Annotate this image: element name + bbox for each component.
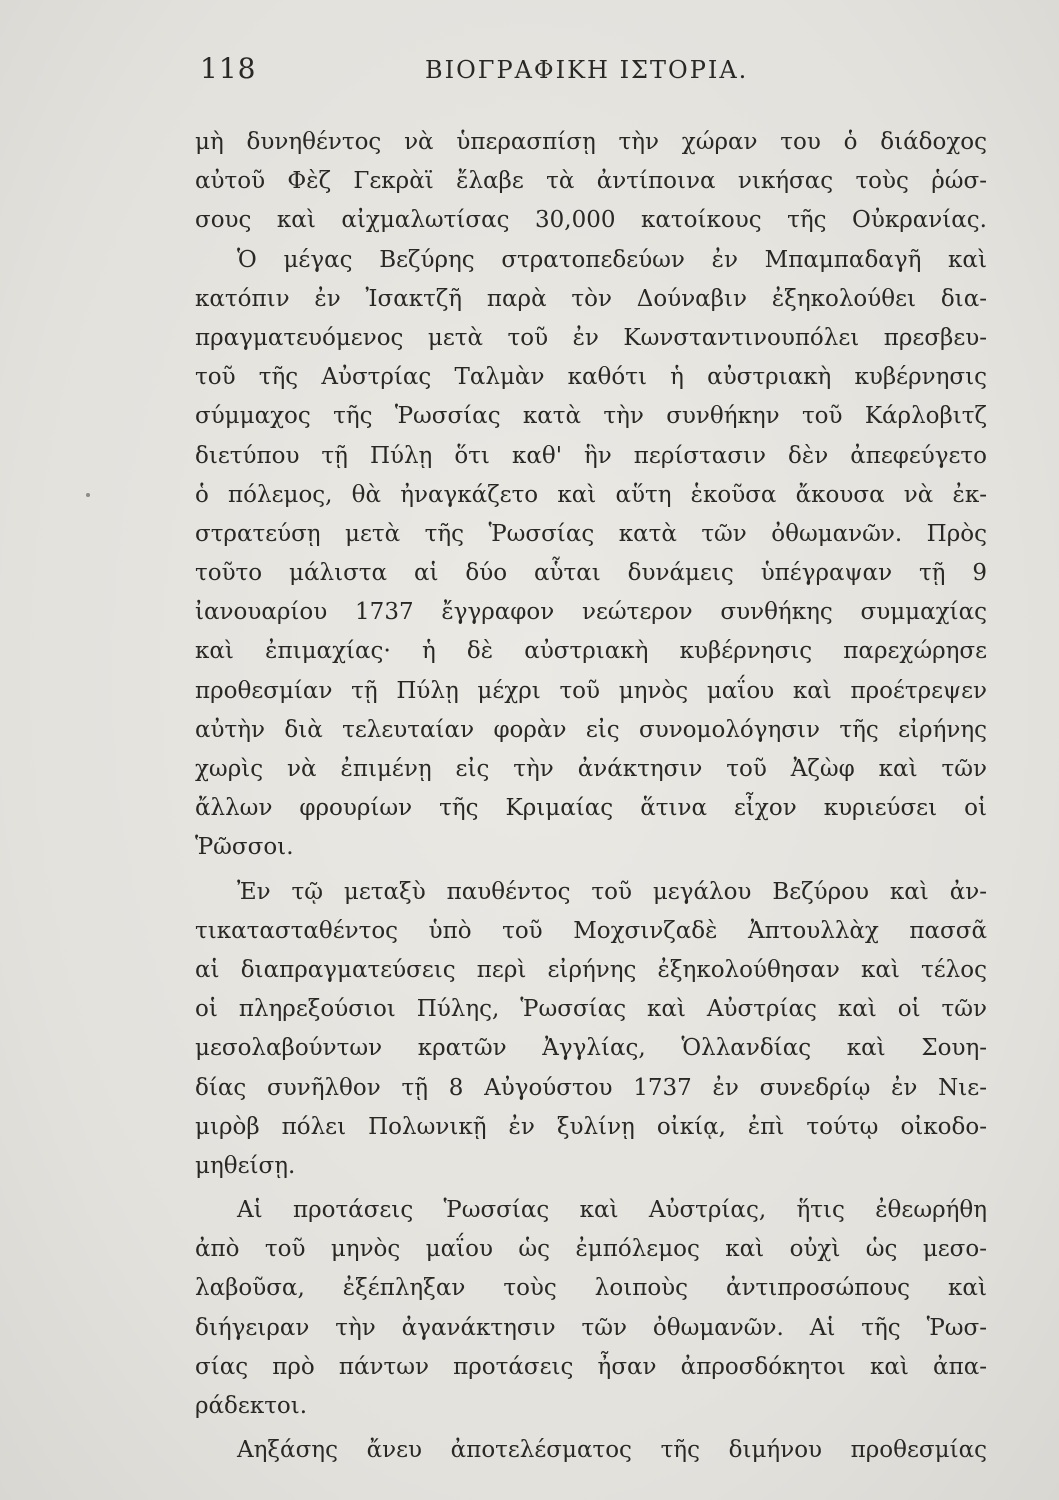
- text-line: ἀπὸ τοῦ μηνὸς μαΐου ὡς ἐμπόλεμος καὶ οὐχὶ ὡς μεσο-: [195, 1236, 987, 1263]
- text-line: τοῦ τῆς Αὐστρίας Ταλμὰν καθότι ἡ αὐστριακὴ κυβέρνησις: [195, 364, 987, 391]
- running-title: ΒΙΟΓΡΑΦΙΚΗ ΙΣΤΟΡΙΑ.: [425, 56, 749, 84]
- text-line: αὐτὴν διὰ τελευταίαν φορὰν εἰς συνομολόγησιν τῆς εἰρήνης: [195, 716, 987, 743]
- text-line: διήγειραν τὴν ἀγανάκτησιν τῶν ὀθωμανῶν. Αἱ τῆς Ῥωσ-: [195, 1314, 987, 1341]
- body-text: [195, 123, 987, 1470]
- text-line: σίας πρὸ πάντων προτάσεις ἦσαν ἀπροσδόκητοι καὶ ἀπα-: [195, 1353, 987, 1380]
- text-line: ἰανουαρίου 1737 ἔγγραφον νεώτερον συνθήκης συμμαχίας: [195, 599, 987, 626]
- text-line: δίας συνῆλθον τῇ 8 Αὐγούστου 1737 ἐν συνεδρίῳ ἐν Νιε-: [195, 1074, 987, 1101]
- text-line: αἱ διαπραγματεύσεις περὶ εἰρήνης ἐξηκολούθησαν καὶ τέλος: [195, 956, 987, 983]
- text-line: ἄλλων φρουρίων τῆς Κριμαίας ἅτινα εἶχον κυριεύσει οἱ: [195, 795, 987, 822]
- text-line: τοῦτο μάλιστα αἱ δύο αὗται δυνάμεις ὑπέγραψαν τῇ 9: [195, 560, 987, 587]
- text-line: προθεσμίαν τῇ Πύλῃ μέχρι τοῦ μηνὸς μαΐου καὶ προέτρεψεν: [195, 677, 987, 704]
- paper-speck: [86, 493, 90, 497]
- text-line: κατόπιν ἐν Ἰσακτζῆ παρὰ τὸν Δούναβιν ἐξηκολούθει δια-: [195, 285, 987, 312]
- text-line: μὴ δυνηθέντος νὰ ὑπερασπίσῃ τὴν χώραν του ὁ διάδοχος: [195, 129, 987, 155]
- text-line: καὶ ἐπιμαχίας· ἡ δὲ αὐστριακὴ κυβέρνησις παρεχώρησε: [195, 638, 987, 665]
- text-line: Αἱ προτάσεις Ῥωσσίας καὶ Αὐστρίας, ἥτις ἐθεωρήθη: [237, 1197, 987, 1224]
- text-line: πραγματευόμενος μετὰ τοῦ ἐν Κωνσταντινουπόλει πρεσβευ-: [195, 324, 987, 351]
- text-line: χωρὶς νὰ ἐπιμένῃ εἰς τὴν ἀνάκτησιν τοῦ Ἀζὼφ καὶ τῶν: [195, 756, 987, 782]
- text-line: στρατεύσῃ μετὰ τῆς Ῥωσσίας κατὰ τῶν ὀθωμανῶν. Πρὸς: [195, 520, 987, 547]
- text-line: σύμμαχος τῆς Ῥωσσίας κατὰ τὴν συνθήκην τοῦ Κάρλοβιτζ: [195, 403, 987, 430]
- page-number: 118: [200, 52, 257, 85]
- text-line: διετύπου τῇ Πύλῃ ὅτι καθ' ἣν περίστασιν δὲν ἀπεφεύγετο: [195, 442, 987, 469]
- text-line: αὐτοῦ Φὲζ Γεκρὰϊ ἔλαβε τὰ ἀντίποινα νικήσας τοὺς ῥώσ-: [195, 168, 987, 195]
- running-head: [200, 52, 800, 100]
- text-line: Ῥῶσσοι.: [195, 834, 294, 861]
- text-line: Αηξάσης ἄνευ ἀποτελέσματος τῆς διμήνου προθεσμίας: [237, 1437, 987, 1464]
- text-line: ὁ πόλεμος, θὰ ἠναγκάζετο καὶ αὕτη ἑκοῦσα ἄκουσα νὰ ἐκ-: [195, 481, 987, 508]
- text-line: σους καὶ αἰχμαλωτίσας 30,000 κατοίκους τῆς Οὐκρανίας.: [195, 207, 987, 234]
- text-line: οἱ πληρεξούσιοι Πύλης, Ῥωσσίας καὶ Αὐστρίας καὶ οἱ τῶν: [195, 996, 987, 1023]
- text-line: τικατασταθέντος ὑπὸ τοῦ Μοχσινζαδὲ Ἀπτουλλὰχ πασσᾶ: [195, 917, 987, 944]
- text-line: ράδεκτοι.: [195, 1393, 308, 1419]
- text-line: Ὁ μέγας Βεζύρης στρατοπεδεύων ἐν Μπαμπαδαγῆ καὶ: [237, 246, 987, 273]
- text-line: μιρὸβ πόλει Πολωνικῇ ἐν ξυλίνῃ οἰκίᾳ, ἐπὶ τούτῳ οἰκοδο-: [195, 1113, 987, 1140]
- text-line: λαβοῦσα, ἐξέπληξαν τοὺς λοιποὺς ἀντιπροσώπους καὶ: [195, 1275, 987, 1302]
- text-line: Ἐν τῷ μεταξὺ παυθέντος τοῦ μεγάλου Βεζύρου καὶ ἀν-: [237, 878, 987, 905]
- text-line: μηθείσῃ.: [195, 1152, 296, 1179]
- text-line: μεσολαβούντων κρατῶν Ἀγγλίας, Ὁλλανδίας καὶ Σουη-: [195, 1035, 987, 1062]
